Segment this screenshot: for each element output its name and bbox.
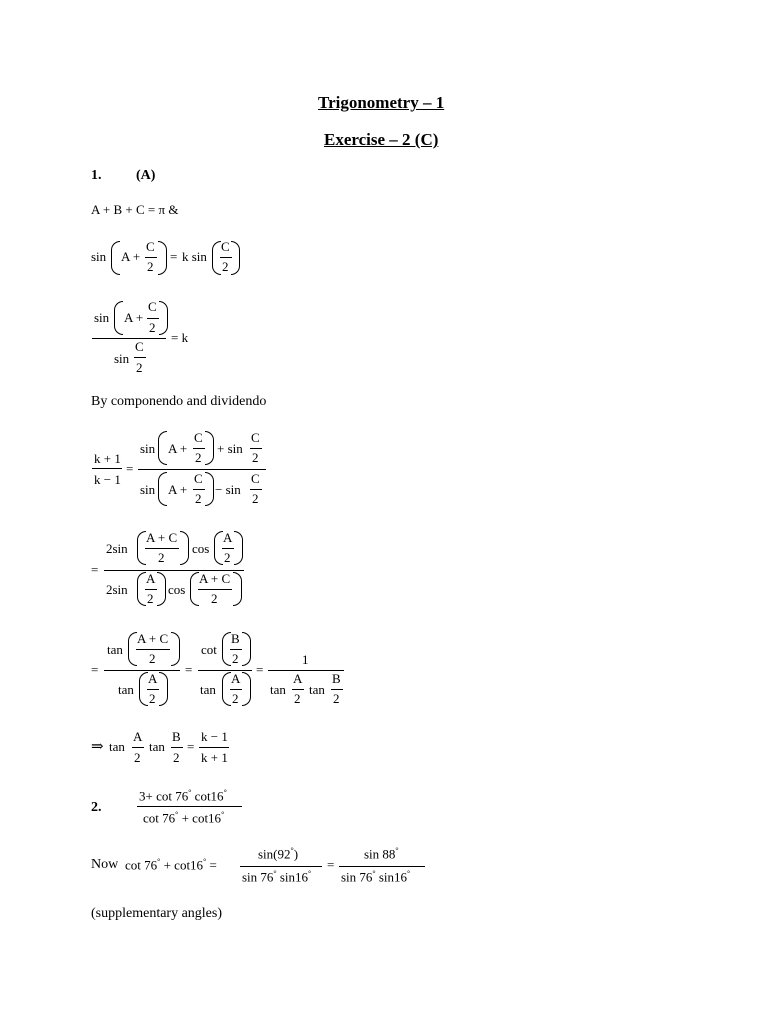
now-close-paren: ) — [293, 846, 299, 862]
q2-den-deg2: ° — [221, 810, 225, 819]
now-sin92: sin(92 — [258, 846, 291, 862]
eq3-den-frac2-num: C — [251, 471, 260, 486]
q2-num-part1 — [139, 788, 227, 804]
eq6-tan1: tan — [109, 739, 125, 754]
eq3-den-frac-bar — [193, 489, 205, 490]
eq3-num-paren-open — [158, 431, 167, 465]
eq6-rhs-den: k + 1 — [201, 750, 228, 765]
eq2-frac-den: 2 — [149, 320, 156, 335]
eq3-den-frac2-den: 2 — [252, 491, 259, 506]
now-cot76: cot 76 — [125, 857, 158, 873]
now-lhs — [125, 857, 217, 873]
eq5-f3-num: 1 — [302, 652, 309, 667]
now-label: Now — [91, 857, 119, 872]
eq3-den-minus-sin: − sin — [215, 482, 241, 497]
now-plus-cot16: + cot16 — [163, 857, 204, 873]
eq2-A-plus: A + — [124, 310, 144, 325]
eq5-f1-den-frac-num: A — [148, 671, 158, 686]
eq1-frac-bar — [145, 257, 157, 258]
eq1-A-plus: A + — [121, 249, 141, 264]
eq4-num-paren-close — [180, 531, 189, 565]
q2-num-deg1: ° — [188, 788, 192, 797]
eq5-f1-den-tan: tan — [118, 682, 134, 697]
eq1-frac2-den: 2 — [222, 259, 229, 274]
eq5-f3-den-fB-den: 2 — [333, 691, 340, 706]
now-f2-num — [364, 846, 399, 862]
eq5-f2-den-tan: tan — [200, 682, 216, 697]
eq2-paren-open — [114, 301, 123, 335]
now-deg3: ° — [290, 846, 294, 855]
eq5-f1-main-bar — [104, 670, 180, 671]
eq6-fB-bar — [171, 747, 183, 748]
eq2-sin: sin — [94, 310, 110, 325]
q2-den-cot76: cot 76 — [143, 810, 176, 826]
now-equals-2: = — [327, 857, 335, 872]
eq5-f3-den-tan2: tan — [309, 682, 325, 697]
eq5-f1-num-frac-bar — [136, 649, 170, 650]
question-1-number: 1. — [91, 168, 102, 183]
eq3-den-frac-den: 2 — [195, 491, 202, 506]
eq5-f2-num-frac-bar — [230, 649, 242, 650]
eq5-f2-den-paren-close — [242, 672, 251, 706]
eq5-f2-main-bar — [198, 670, 252, 671]
now-deg8: ° — [407, 869, 411, 878]
eq3-equals: = — [126, 461, 134, 476]
eq1-paren2-close — [231, 241, 240, 275]
eq2-den-num: C — [135, 339, 144, 354]
eq5-f3-den-fA-den: 2 — [294, 691, 301, 706]
eq3-num-frac2-bar — [250, 448, 262, 449]
q2-den-deg1: ° — [175, 810, 179, 819]
eq2-frac-num: C — [148, 299, 157, 314]
eq3-den-A-plus: A + — [168, 482, 188, 497]
eq5-f2-num-frac-den: 2 — [232, 651, 239, 666]
eq1-frac2-num: C — [221, 239, 230, 254]
eq2-main-bar — [92, 338, 166, 339]
eq5-f2-den-frac-den: 2 — [232, 691, 239, 706]
eq1-paren2-open — [212, 241, 221, 275]
eq4-equals: = — [91, 562, 99, 577]
now-f1-num — [258, 846, 298, 862]
eq6-fB-num: B — [172, 729, 181, 744]
eq1-paren-open — [111, 241, 120, 275]
eq5-f2-num-cot: cot — [201, 642, 217, 657]
eq5-equals-1: = — [91, 662, 99, 677]
eq1-equals: = — [170, 249, 178, 264]
eq3-den-sin: sin — [140, 482, 156, 497]
eq6-fA-den: 2 — [134, 750, 141, 765]
now-f2-sin16: sin16 — [378, 869, 408, 885]
now-f2-bar — [339, 866, 425, 867]
eq5-f2-num-paren-close — [242, 632, 251, 666]
question-2-number: 2. — [91, 800, 102, 815]
supplementary-note: (supplementary angles) — [91, 906, 223, 921]
eq2-paren-close — [159, 301, 168, 335]
q2-den-plus-cot16: + cot16 — [181, 810, 222, 826]
eq5-f2-den-frac-num: A — [231, 671, 241, 686]
eq2-den-sin: sin — [114, 351, 130, 366]
eq3-num-sin: sin — [140, 441, 156, 456]
q2-num-cot16: cot16 — [194, 788, 224, 804]
eq5-f1-den-frac-den: 2 — [149, 691, 156, 706]
eq5-equals-2: = — [185, 662, 193, 677]
eq2-frac-bar — [147, 318, 159, 319]
eq5-f3-den-fB-bar — [331, 689, 343, 690]
eq4-num-2sin: 2sin — [106, 541, 128, 556]
now-deg6: ° — [395, 846, 399, 855]
eq5-f2-num-frac-num: B — [231, 631, 240, 646]
eq5-f3-den-fA-num: A — [293, 671, 303, 686]
now-f1-sin76: sin 76 — [242, 869, 274, 885]
page-subtitle: Exercise – 2 (C) — [324, 130, 439, 149]
now-deg4: ° — [273, 869, 277, 878]
eq4-den-2sin: 2sin — [106, 582, 128, 597]
eq4-num-frac-bar — [145, 548, 179, 549]
eq1-paren-close — [158, 241, 167, 275]
eq3-den-paren-close — [205, 472, 214, 506]
eq2-equals-k: = k — [171, 330, 189, 345]
eq3-num-frac-num: C — [194, 430, 203, 445]
eq6-rhs-bar — [199, 747, 229, 748]
q2-main-bar — [137, 806, 242, 807]
eq4-num-cos: cos — [192, 541, 210, 556]
given-condition: A + B + C = π & — [91, 202, 179, 217]
eq4-den-cos: cos — [168, 582, 186, 597]
eq5-f3-den-fB-num: B — [332, 671, 341, 686]
eq3-num-plus-sin: + sin — [217, 441, 243, 456]
eq6-fA-bar — [132, 747, 144, 748]
eq4-den-frac2-bar — [198, 589, 232, 590]
q2-den — [143, 810, 224, 826]
eq6-implies: ⇒ — [91, 739, 104, 755]
eq2-den-bar — [134, 357, 146, 358]
eq6-fB-den: 2 — [173, 750, 180, 765]
now-f2-den — [341, 869, 410, 885]
now-deg5: ° — [308, 869, 312, 878]
eq3-lhs-bar — [92, 468, 122, 469]
now-f1-bar — [240, 866, 322, 867]
eq3-den-frac2-bar — [250, 489, 262, 490]
page-title: Trigonometry – 1 — [318, 93, 445, 112]
eq6-fA-num: A — [133, 729, 143, 744]
eq4-num-frac-num: A + C — [146, 530, 178, 545]
eq6-tan2: tan — [149, 739, 165, 754]
now-f1-sin16: sin16 — [279, 869, 309, 885]
eq4-den-frac2-den: 2 — [211, 591, 218, 606]
eq5-f1-num-paren-close — [171, 632, 180, 666]
now-deg7: ° — [372, 869, 376, 878]
eq5-f1-den-frac-bar — [147, 689, 159, 690]
eq4-num-paren2-close — [234, 531, 243, 565]
eq4-den-frac-num: A — [146, 571, 156, 586]
eq4-num-frac-den: 2 — [158, 550, 165, 565]
eq3-num-frac-bar — [193, 448, 205, 449]
eq1-frac-den: 2 — [147, 259, 154, 274]
eq3-den-frac-num: C — [194, 471, 203, 486]
eq4-den-paren-close — [157, 572, 166, 606]
eq3-lhs-num: k + 1 — [94, 451, 121, 466]
now-f1-den — [242, 869, 311, 885]
eq5-equals-3: = — [256, 662, 264, 677]
eq4-den-frac-den: 2 — [147, 591, 154, 606]
eq3-den-paren-open — [158, 472, 167, 506]
eq2-den-den: 2 — [136, 360, 143, 375]
now-equals-1: = — [209, 857, 217, 873]
eq3-main-bar — [138, 469, 266, 470]
componendo-text: By componendo and dividendo — [91, 394, 267, 409]
eq1-ksin: k sin — [182, 249, 207, 264]
eq1-frac-num: C — [146, 239, 155, 254]
eq3-num-A-plus: A + — [168, 441, 188, 456]
now-f2-sin76: sin 76 — [341, 869, 373, 885]
eq6-rhs-num: k − 1 — [201, 729, 228, 744]
eq4-den-paren2-close — [233, 572, 242, 606]
eq5-f1-num-frac-num: A + C — [137, 631, 169, 646]
q2-num-3-plus-cot76: 3+ cot 76 — [139, 788, 189, 804]
eq4-den-frac2-num: A + C — [199, 571, 231, 586]
eq3-num-frac2-den: 2 — [252, 450, 259, 465]
eq4-num-frac2-bar — [222, 548, 234, 549]
eq3-num-paren-close — [205, 431, 214, 465]
eq5-f3-den-tan1: tan — [270, 682, 286, 697]
question-1-answer: (A) — [136, 168, 156, 183]
eq5-f2-den-frac-bar — [230, 689, 242, 690]
eq5-f1-num-tan: tan — [107, 642, 123, 657]
eq5-f1-den-paren-close — [159, 672, 168, 706]
eq3-lhs-den: k − 1 — [94, 472, 121, 487]
eq3-num-frac-den: 2 — [195, 450, 202, 465]
eq6-equals: = — [187, 739, 195, 754]
eq1-sin: sin — [91, 249, 107, 264]
eq4-num-frac2-den: 2 — [224, 550, 231, 565]
eq5-f3-den-fA-bar — [292, 689, 304, 690]
eq5-f1-num-frac-den: 2 — [149, 651, 156, 666]
now-deg2: ° — [203, 857, 207, 866]
q2-num-deg2: ° — [223, 788, 227, 797]
eq4-num-frac2-num: A — [223, 530, 233, 545]
now-sin88: sin 88 — [364, 846, 396, 862]
eq4-den-frac-bar — [145, 589, 157, 590]
now-deg1: ° — [157, 857, 161, 866]
eq3-num-frac2-num: C — [251, 430, 260, 445]
